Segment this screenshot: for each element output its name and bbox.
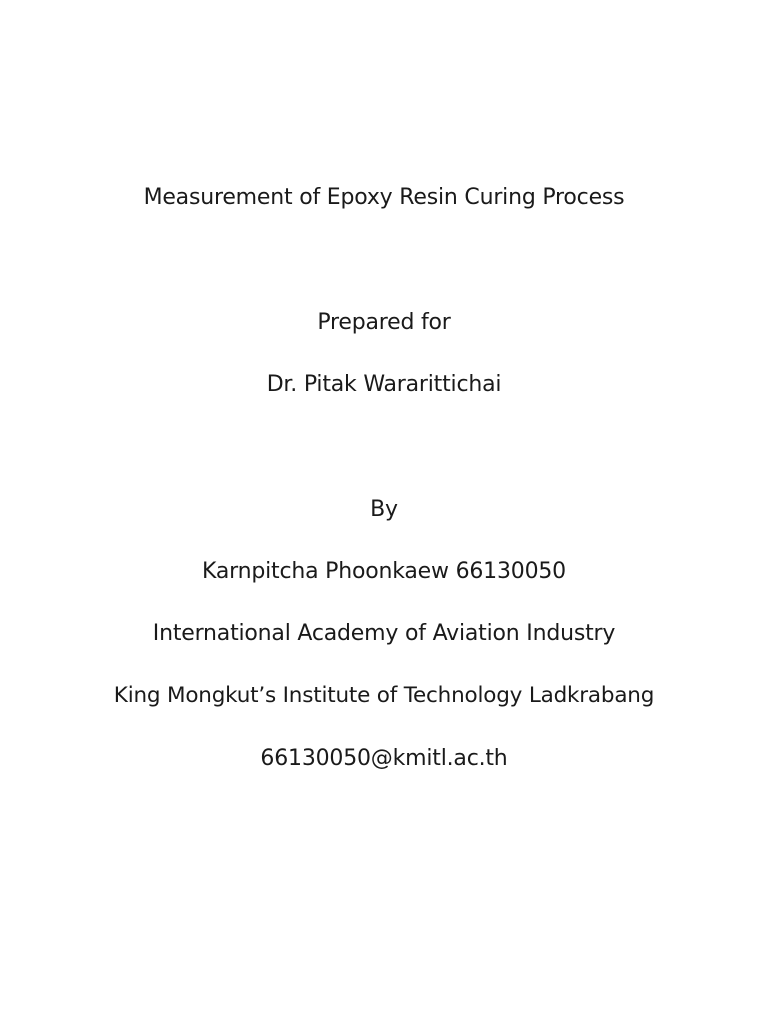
document-title: Measurement of Epoxy Resin Curing Process bbox=[143, 185, 625, 210]
author-email: 66130050@kmitl.ac.th bbox=[260, 746, 508, 771]
author-name: Karnpitcha Phoonkaew 66130050 bbox=[202, 559, 566, 584]
prepared-for-name: Dr. Pitak Wararittichai bbox=[266, 372, 502, 397]
by-label: By bbox=[370, 497, 398, 522]
department-name: International Academy of Aviation Industry bbox=[152, 621, 616, 646]
university-name: King Mongkut’s Institute of Technology Ladkrabang bbox=[113, 683, 655, 708]
prepared-for-label: Prepared for bbox=[317, 310, 451, 335]
